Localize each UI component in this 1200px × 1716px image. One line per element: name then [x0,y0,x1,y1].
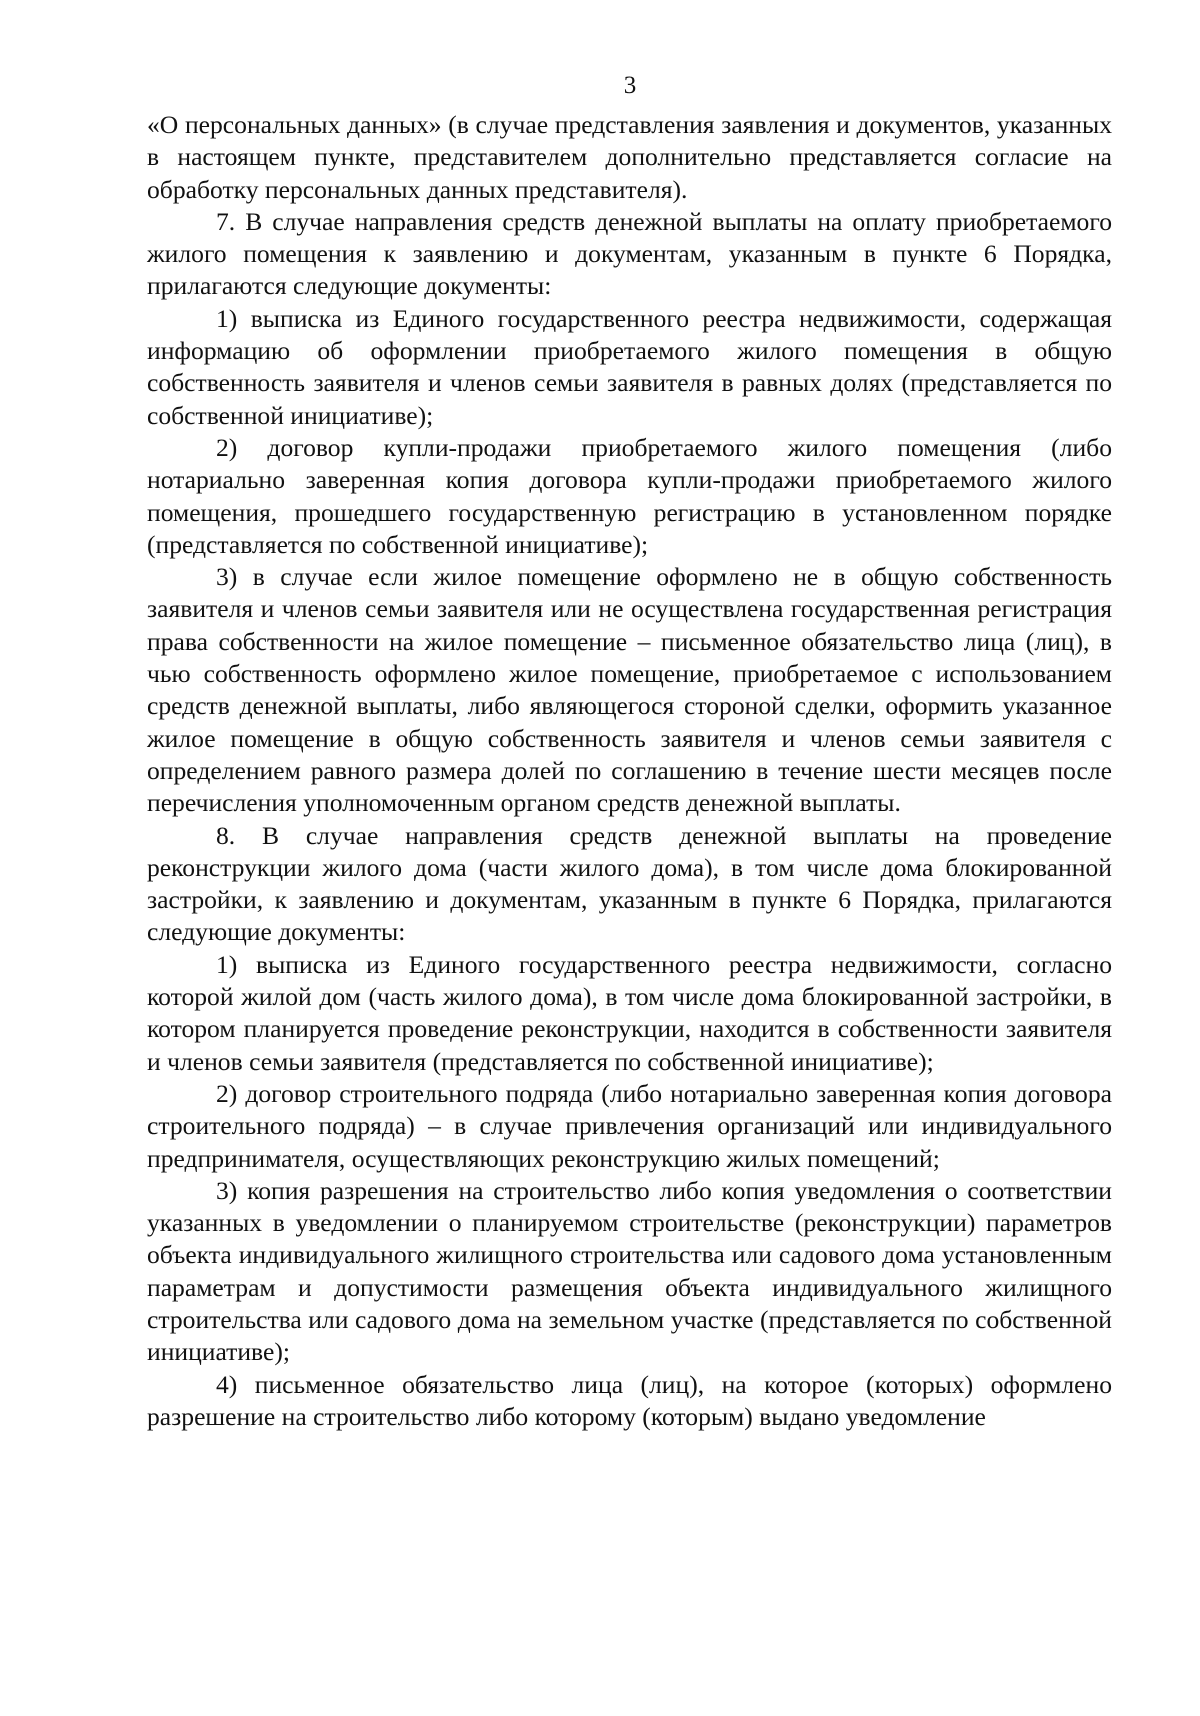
paragraph-item-8-2: 2) договор строительного подряда (либо нотариально заверенная копия договора строительного подряда) – в случае привлечения организаций или индивидуального предпринимателя, осуществляющих реконструкцию жилых помещений; [147,1078,1112,1173]
paragraph-item-8: 8. В случае направления средств денежной выплаты на проведение реконструкции жилого дома (части жилого дома), в том числе дома блокированной застройки, к заявлению и документам, указанным в пункте 6 Порядка, прилагаются следующие документы: [147,820,1112,947]
paragraph-item-8-1: 1) выписка из Единого государственного реестра недвижимости, согласно которой жилой дом (часть жилого дома), в том числе дома блокированной застройки, в котором планируется проведение реконструкции, находится в собственности заявителя и членов семьи заявителя (представляется по собственной инициативе); [147,949,1112,1076]
page-number: 3 [623,72,637,99]
paragraph-personal-data-consent: «О персональных данных» (в случае представления заявления и документов, указанных в настоящем пункте, представителем дополнительно представляется согласие на обработку персональных данных представителя). [147,110,1112,204]
paragraph-item-7-2: 2) договор купли-продажи приобретаемого жилого помещения (либо нотариально заверенная копия договора купли-продажи приобретаемого жилого помещения, прошедшего государственную регистрацию в установленном порядке (представляется по собственной инициативе); [147,432,1112,559]
paragraph-item-7: 7. В случае направления средств денежной выплаты на оплату приобретаемого жилого помещения к заявлению и документам, указанным в пункте 6 Порядка, прилагаются следующие документы: [147,206,1112,301]
paragraph-item-7-3: 3) в случае если жилое помещение оформлено не в общую собственность заявителя и членов семьи заявителя или не осуществлена государственная регистрация права собственности на жилое помещение – письменное обязательство лица (лиц), в чью собственность оформлено жилое помещение, приобретаемое с использованием средств денежной выплаты, либо являющегося стороной сделки, оформить указанное жилое помещение в общую собственность заявителя и членов семьи заявителя с определением равного размера долей по соглашению в течение шести месяцев после перечисления уполномоченным органом средств денежной выплаты. [147,562,1112,818]
paragraph-item-7-1: 1) выписка из Единого государственного реестра недвижимости, содержащая информацию об оформлении приобретаемого жилого помещения в общую собственность заявителя и членов семьи заявителя в равных долях (представляется по собственной инициативе); [147,303,1112,430]
paragraph-item-8-4: 4) письменное обязательство лица (лиц), на которое (которых) оформлено разрешение на строительство либо которому (которым) выдано уведомление [147,1369,1112,1431]
document-body [147,109,1112,1433]
paragraph-item-8-3: 3) копия разрешения на строительство либо копия уведомления о соответствии указанных в уведомлении о планируемом строительстве (реконструкции) параметров объекта индивидуального жилищного строительства или садового дома установленным параметрам и допустимости размещения объекта индивидуального жилищного строительства или садового дома на земельном участке (представляется по собственной инициативе); [147,1175,1112,1367]
